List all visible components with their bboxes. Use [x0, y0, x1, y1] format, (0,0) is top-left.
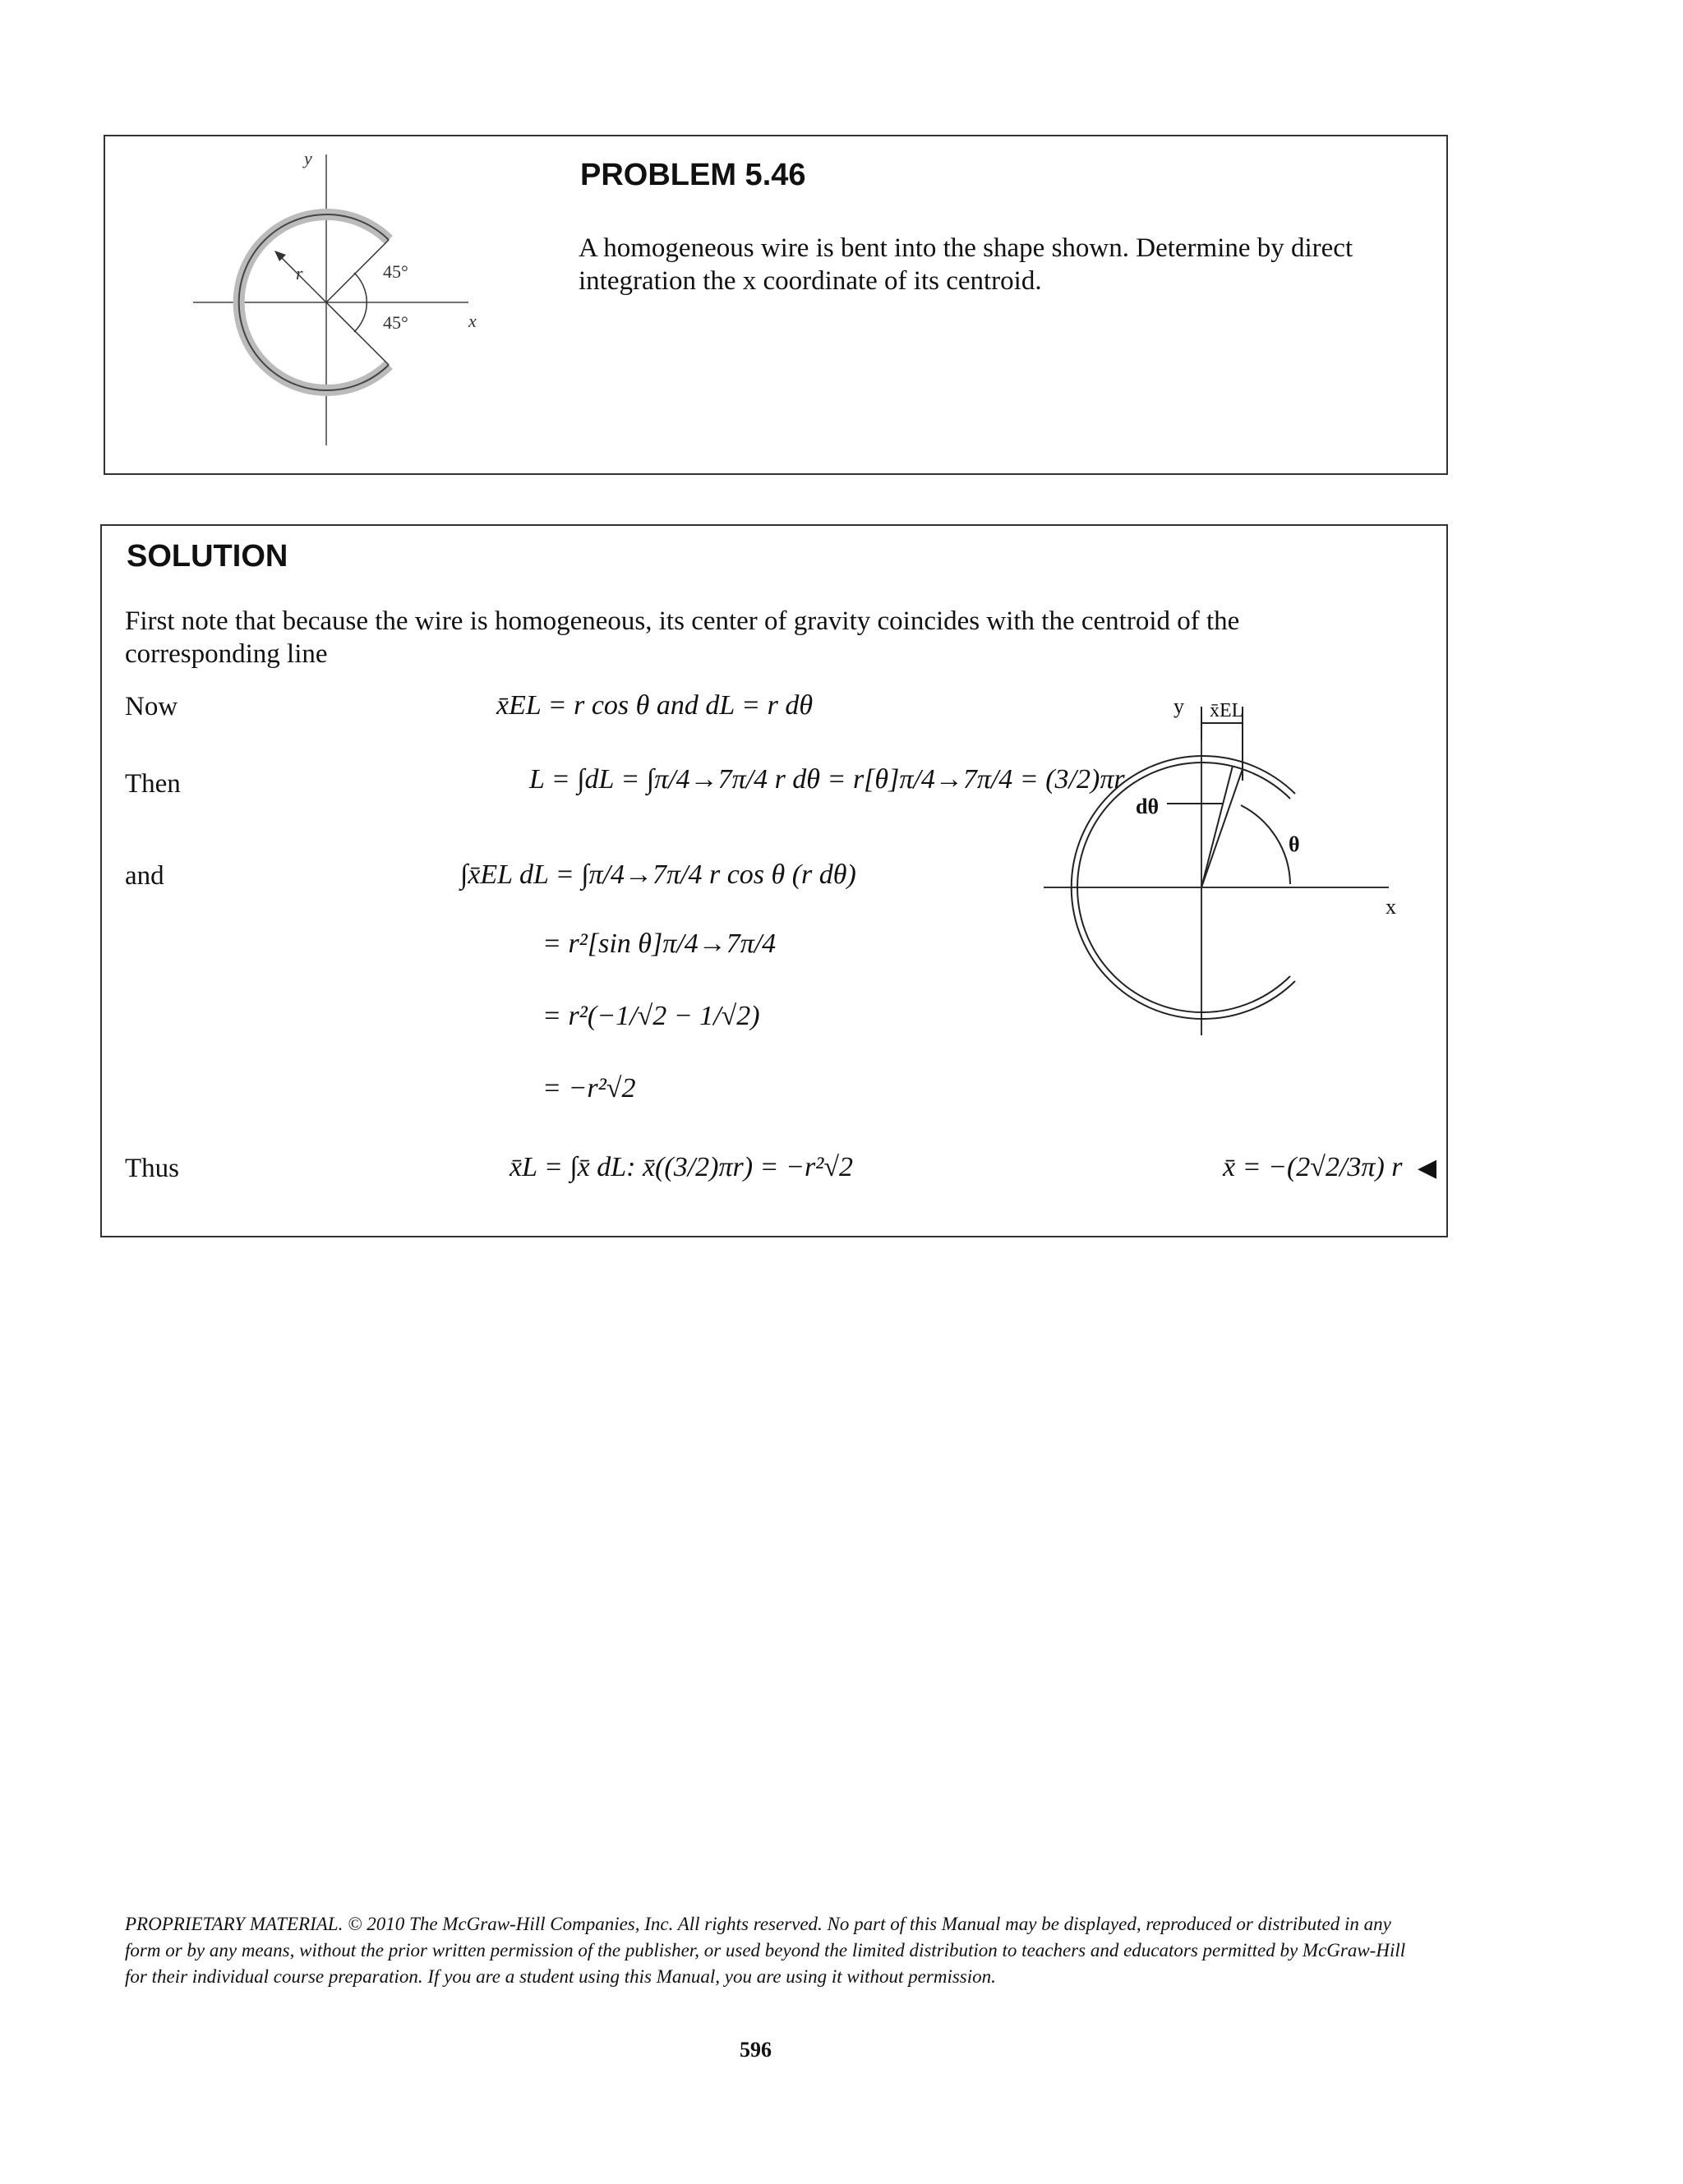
label-and: and — [125, 861, 164, 891]
label-thus: Thus — [125, 1154, 179, 1183]
equation-and-1: ∫x̄EL dL = ∫π/4→7π/4 r cos θ (r dθ) — [460, 859, 856, 890]
answer-marker-icon: ◀ — [1418, 1154, 1437, 1182]
footer-copyright: PROPRIETARY MATERIAL. © 2010 The McGraw-Hill Companies, Inc. All rights reserved. No part of this Manual may be displayed, reproduced or distributed in any form or by any means, without the prior written permission of the publisher, or used beyond the limited distribution to teachers and educators permitted by McGraw-Hill for their individual course preparation. If you are a student using this Manual, you are using it without permission. — [125, 1914, 1406, 1987]
solution-theta-label: θ — [1289, 832, 1300, 856]
equation-thus: x̄L = ∫x̄ dL: x̄((3/2)πr) = −r²√2 — [510, 1152, 854, 1182]
problem-angle-bottom: 45° — [383, 312, 408, 333]
final-answer-text: x̄ = −(2√2/3π) r — [1223, 1152, 1403, 1182]
solution-x-label: x — [1386, 895, 1396, 919]
problem-r-label: r — [296, 263, 303, 283]
problem-x-label: x — [468, 311, 477, 331]
equation-now: x̄EL = r cos θ and dL = r dθ — [496, 690, 814, 721]
solution-radius-line — [1201, 769, 1243, 887]
problem-figure — [189, 148, 518, 460]
equation-and-3: = r²(−1/√2 − 1/√2) — [542, 1001, 760, 1031]
solution-y-label: y — [1173, 694, 1184, 718]
solution-radius-line-2 — [1201, 766, 1233, 887]
problem-title: PROBLEM 5.46 — [580, 158, 806, 192]
problem-statement-line1: A homogeneous wire is bent into the shape shown. Determine by direct — [579, 233, 1353, 263]
label-then: Then — [125, 769, 181, 799]
problem-angle-top: 45° — [383, 261, 408, 282]
page-number: 596 — [740, 2038, 772, 2062]
theta-arc — [1241, 805, 1290, 884]
equation-and-2: = r²[sin θ]π/4→7π/4 — [542, 928, 777, 959]
solution-dtheta-label: dθ — [1136, 795, 1160, 818]
solution-intro-line2: corresponding line — [125, 639, 328, 669]
solution-figure — [1027, 690, 1422, 1052]
label-now: Now — [125, 692, 178, 721]
solution-intro-line1: First note that because the wire is homogeneous, its center of gravity coincides with the centroid of the — [125, 606, 1240, 636]
problem-statement-line2: integration the x coordinate of its centroid. — [579, 266, 1042, 296]
final-answer — [1223, 1152, 1436, 1183]
problem-y-label: y — [304, 148, 312, 168]
equation-then-text: L = ∫dL = ∫π/4→7π/4 r dθ = r[θ]π/4→7π/4 = (3/2)πr — [529, 764, 1125, 795]
solution-title: SOLUTION — [127, 539, 288, 574]
solution-xel-label: x̄EL — [1210, 700, 1244, 721]
equation-and-4: = −r²√2 — [542, 1073, 636, 1104]
